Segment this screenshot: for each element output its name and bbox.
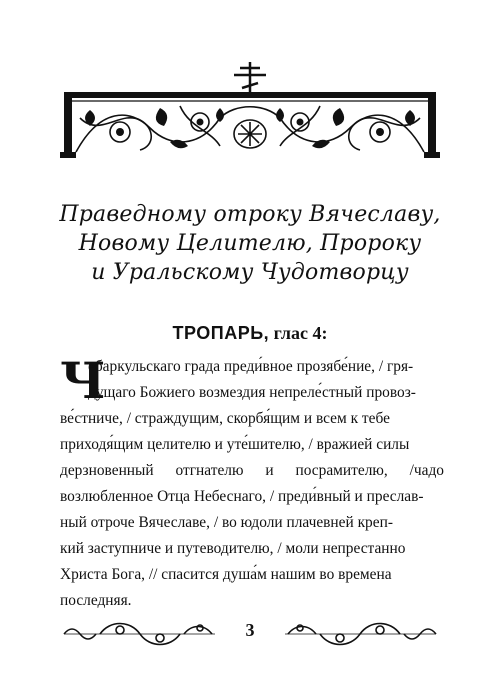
drop-cap: Ч [60,351,106,410]
scroll-ornament-left-icon [64,624,215,645]
title-line-1: Праведному отроку Вячеславу, [59,202,441,227]
page-title [40,200,460,287]
hymn-line-wrapped: дерзновенный отгнателю и посрамителю, /чадо возлюбленное Отца Небеснаго, / преди́вный и преслав- [60,462,444,505]
hymn-type: ТРОПАРЬ, [172,323,270,343]
hymn-line: последняя. [60,592,132,609]
hymn-line: приходя́щим целителю и уте́шителю, / вражией силы [60,436,410,453]
hymn-text [60,351,444,614]
hymn-line: кий заступниче и путеводителю, / моли непрестанно [60,540,406,557]
hymn-line: ный отроче Вячеславе, / во юдоли плачевней креп- [60,514,393,531]
page-number: 3 [245,620,255,640]
orthodox-cross-icon [234,62,266,94]
ornamental-headpiece [60,58,440,164]
hymn-heading [40,322,460,344]
hymn-line: дущаго Божиего возмездия непреле́стный провоз- [88,384,416,401]
title-line-2: Новому Целителю, Пророку [78,231,422,256]
hymn-line: Христа Бога, // спасится душа́м нашим во времена [60,566,392,583]
scroll-ornament-right-icon [285,624,436,645]
title-line-3: и Уральскому Чудотворцу [91,260,409,285]
hymn-line: ве́стниче, / страждущим, скорбя́щим и всем к тебе [60,410,390,427]
hymn-tone: глас 4: [273,323,328,343]
hymn-line: ебаркульскаго града преди́вное прозябе́ние, / гря- [88,358,414,375]
